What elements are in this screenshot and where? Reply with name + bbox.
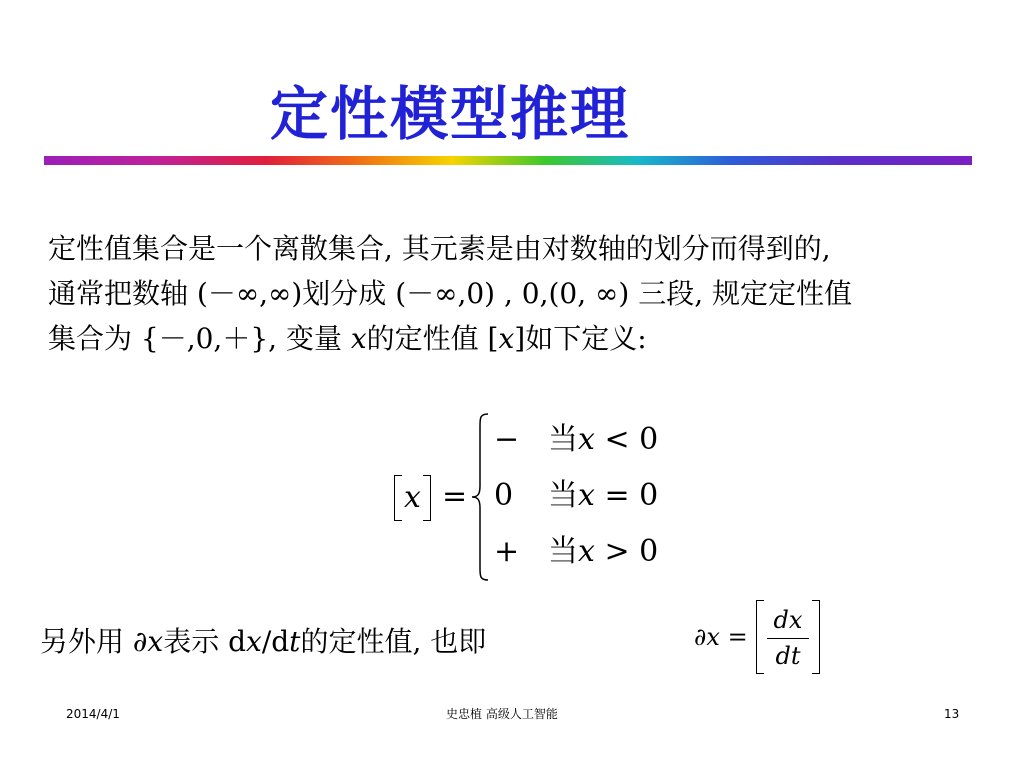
case-negative-condition <box>548 422 658 457</box>
bracket-tick-top-left <box>757 600 764 601</box>
derivative-lhs-var: x <box>706 623 720 651</box>
derivative-sentence <box>40 620 486 664</box>
derivative-equals: = <box>719 623 748 651</box>
left-curly-brace <box>470 412 490 582</box>
case-positive-var: x <box>578 534 595 569</box>
partial-symbol: ∂ <box>694 623 707 651</box>
case-positive-condition <box>548 534 658 569</box>
case-positive <box>494 532 658 572</box>
fraction-line <box>767 638 809 639</box>
case-negative-prefix: 当 <box>548 422 578 457</box>
left-square-bracket <box>394 475 402 521</box>
formula-variable: x <box>404 480 421 515</box>
derivative-sentence-text-c: /d <box>261 625 290 658</box>
case-zero-prefix: 当 <box>548 478 578 513</box>
fraction-denominator: dt <box>775 642 801 670</box>
footer-page-number: 13 <box>944 707 960 721</box>
derivative-sentence-text-b: 表示 d <box>163 625 247 658</box>
case-negative-relation: < 0 <box>594 422 659 457</box>
case-negative <box>494 420 658 460</box>
right-square-bracket <box>423 475 431 521</box>
bracket-tick-bottom-right <box>812 673 819 674</box>
formula-equals: = <box>442 479 468 514</box>
paragraph-variable-x: x <box>350 322 367 355</box>
derivative-sentence-text-a: 另外用 ∂ <box>40 625 148 658</box>
paragraph-line-2: 通常把数轴 (－∞,∞)划分成 (－∞,0) , 0,(0, ∞) 三段, 规定定性值 <box>48 277 852 310</box>
paragraph-line-3-text-a: 集合为 {－,0,＋}, 变量 <box>48 322 351 355</box>
paragraph-variable-x-2: x <box>498 322 515 355</box>
case-zero-symbol: 0 <box>494 478 514 513</box>
derivative-sentence-var-t: t <box>289 625 301 658</box>
derivative-sentence-text-d: 的定性值, 也即 <box>300 625 487 658</box>
footer-date: 2014/4/1 <box>66 707 120 721</box>
case-positive-prefix: 当 <box>548 534 578 569</box>
paragraph-line-3-text-c: ]如下定义: <box>514 322 647 355</box>
title-divider-bar <box>44 156 972 165</box>
slide-title: 定性模型推理 <box>270 80 631 148</box>
paragraph-line-1: 定性值集合是一个离散集合, 其元素是由对数轴的划分而得到的, <box>48 232 831 265</box>
paragraph-line-3-text-b: 的定性值 [ <box>366 322 499 355</box>
footer-author-course: 史忠植 高级人工智能 <box>446 707 558 721</box>
bracketed-fraction <box>756 600 820 674</box>
bracket-tick-bottom-left <box>757 673 764 674</box>
derivative-formula <box>694 596 834 680</box>
derivative-sentence-var-x-2: x <box>246 625 262 658</box>
derivative-sentence-var-x: x <box>147 625 164 658</box>
case-positive-relation: > 0 <box>594 534 659 569</box>
case-positive-symbol: + <box>494 534 520 569</box>
piecewise-formula <box>394 410 694 582</box>
derivative-lhs <box>694 622 748 652</box>
case-zero <box>494 476 658 516</box>
case-zero-relation: = 0 <box>594 478 659 513</box>
bracketed-variable <box>394 474 431 520</box>
paragraph-line-3 <box>48 316 1008 361</box>
fraction-numerator: dx <box>773 606 803 634</box>
case-negative-symbol: − <box>494 422 520 457</box>
case-zero-var: x <box>578 478 595 513</box>
case-negative-var: x <box>578 422 595 457</box>
case-zero-condition <box>548 478 658 513</box>
bracket-tick-top-right <box>812 600 819 601</box>
definition-paragraph <box>48 226 1008 361</box>
